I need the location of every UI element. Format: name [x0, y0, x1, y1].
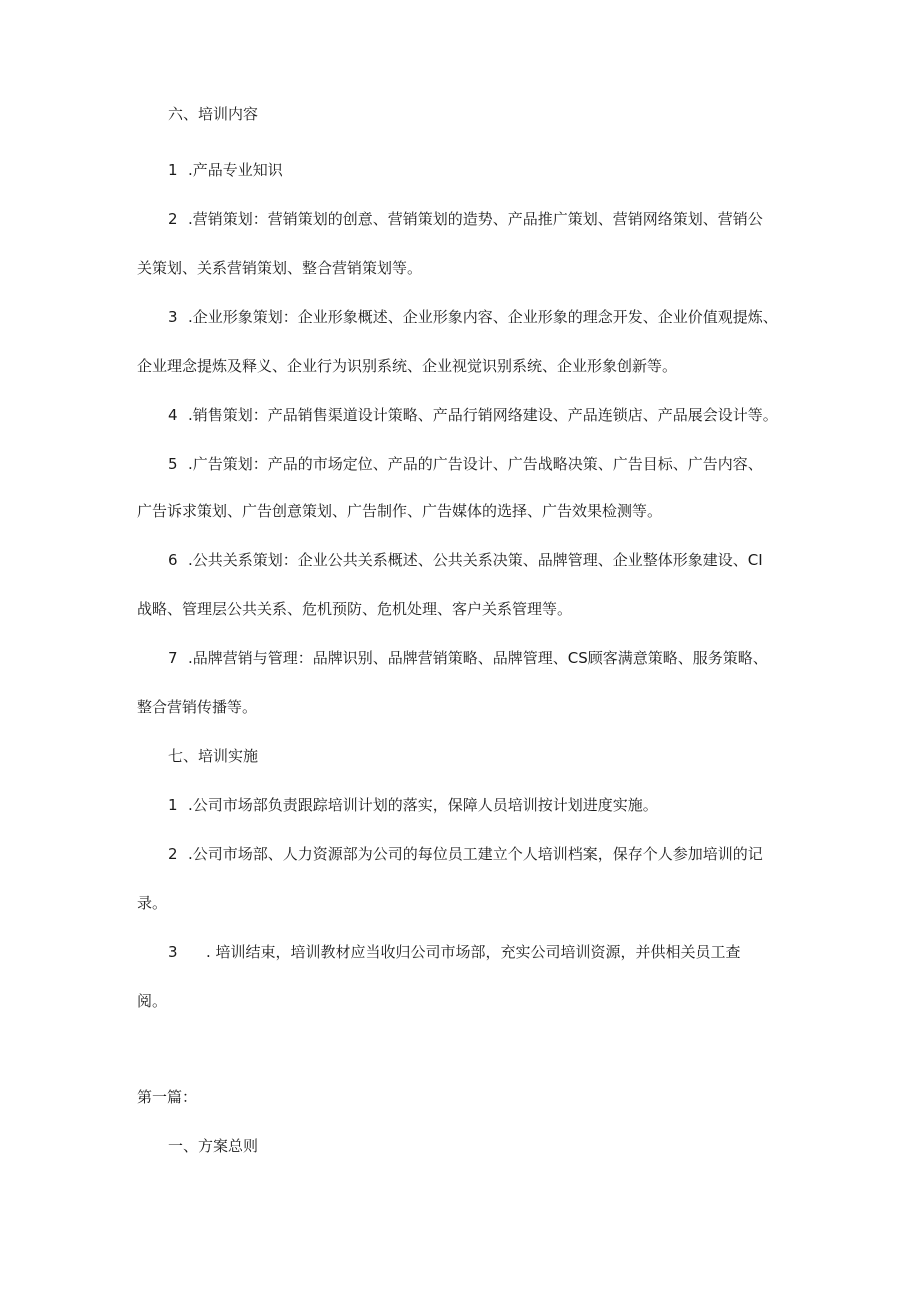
- section-7-heading: 七、培训实施: [168, 747, 259, 765]
- section-6-item-3-continuation: 企业理念提炼及释义、企业行为识别系统、企业视觉识别系统、企业形象创新等。: [137, 357, 678, 375]
- item-number: 2: [168, 845, 178, 863]
- item-number: 3: [168, 943, 178, 961]
- item-text: .公共关系策划：企业公共关系概述、公共关系决策、品牌管理、企业整体形象建设、CI: [188, 551, 763, 569]
- item-text: .品牌营销与管理：品牌识别、品牌营销策略、品牌管理、CS顾客满意策略、服务策略、: [188, 649, 768, 667]
- item-number: 3: [168, 308, 178, 326]
- item-number: 7: [168, 649, 178, 667]
- section-7-item-3: [168, 942, 741, 962]
- section-6-item-4: [168, 405, 778, 425]
- section-6-item-3: [168, 307, 778, 327]
- section-6-item-7-continuation: 整合营销传播等。: [137, 698, 258, 716]
- item-number: 1: [168, 161, 178, 179]
- item-text: .产品专业知识: [188, 161, 283, 179]
- item-number: 2: [168, 210, 178, 228]
- item-number: 5: [168, 455, 178, 473]
- item-text: .企业形象策划：企业形象概述、企业形象内容、企业形象的理念开发、企业价值观提炼、: [188, 308, 778, 326]
- section-7-item-1: [168, 795, 658, 815]
- part-title: 第一篇：: [137, 1088, 198, 1106]
- section-6-item-1: [168, 160, 283, 180]
- section-6-item-7: [168, 648, 768, 668]
- section-6-item-2: [168, 209, 763, 229]
- section-1-heading: 一、方案总则: [168, 1137, 259, 1155]
- item-text: .销售策划：产品销售渠道设计策略、产品行销网络建设、产品连锁店、产品展会设计等。: [188, 406, 778, 424]
- item-number: 4: [168, 406, 178, 424]
- item-text: .公司市场部负责跟踪培训计划的落实，保障人员培训按计划进度实施。: [188, 796, 658, 814]
- section-6-heading: 六、培训内容: [168, 105, 259, 123]
- item-text: . 培训结束，培训教材应当收归公司市场部，充实公司培训资源，并供相关员工查: [206, 943, 741, 961]
- item-text: .营销策划：营销策划的创意、营销策划的造势、产品推广策划、营销网络策划、营销公: [188, 210, 763, 228]
- section-7-item-2-continuation: 录。: [137, 894, 168, 912]
- section-6-item-6: [168, 550, 763, 570]
- section-7-item-3-continuation: 阅。: [137, 992, 168, 1010]
- item-number: 1: [168, 796, 178, 814]
- section-7-item-2: [168, 844, 763, 864]
- item-number: 6: [168, 551, 178, 569]
- section-6-item-6-continuation: 战略、管理层公共关系、危机预防、危机处理、客户关系管理等。: [137, 600, 573, 618]
- section-6-item-5-continuation: 广告诉求策划、广告创意策划、广告制作、广告媒体的选择、广告效果检测等。: [137, 502, 663, 520]
- section-6-item-2-continuation: 关策划、关系营销策划、整合营销策划等。: [137, 259, 423, 277]
- item-text: .广告策划：产品的市场定位、产品的广告设计、广告战略决策、广告目标、广告内容、: [188, 455, 763, 473]
- section-6-item-5: [168, 454, 763, 474]
- item-text: .公司市场部、人力资源部为公司的每位员工建立个人培训档案，保存个人参加培训的记: [188, 845, 763, 863]
